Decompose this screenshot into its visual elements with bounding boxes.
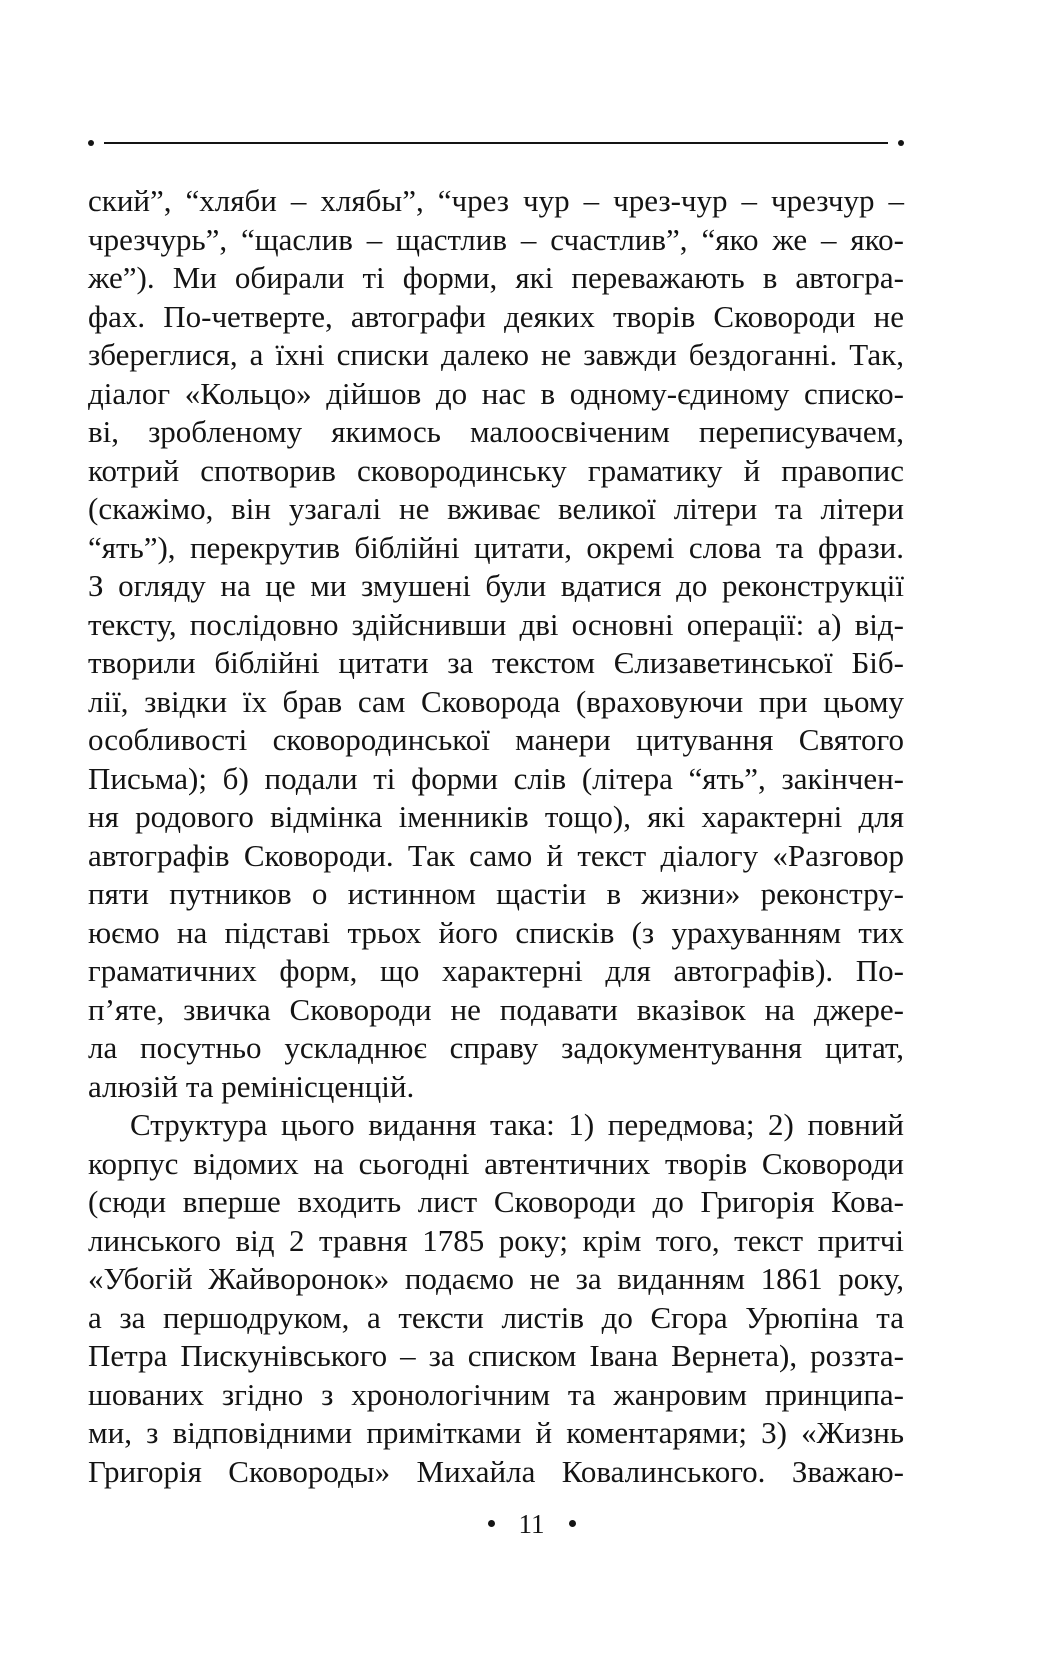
- text-line: фах. По-четверте, автографи деяких творів Сковороди не: [88, 298, 904, 334]
- running-header-rule: [88, 137, 904, 149]
- text-line: особливості сковородинської манери цитування Святого: [88, 722, 904, 757]
- text-line: же”). Ми обирали ті форми, які переважають в автогра-: [88, 260, 904, 295]
- text-line: чрезчурь”, “щаслив – щастлив – счастлив”, “яко же – яко-: [88, 221, 904, 257]
- text-line: линського від 2 травня 1785 року; крім того, текст притчі: [88, 1222, 904, 1258]
- page-number: 11: [518, 1509, 545, 1539]
- text-line: збереглися, а їхні списки далеко не завжди бездоганні. Так,: [88, 337, 904, 372]
- text-line: ла посутньо ускладнює справу задокументування цитат,: [88, 1030, 904, 1065]
- text-line: (скажімо, він узагалі не вживає великої літери та літери: [88, 491, 904, 526]
- text-line: шованих згідно з хронологічним та жанровим принципа-: [88, 1376, 904, 1412]
- text-line: юємо на підставі трьох його списків (з урахуванням тих: [88, 914, 904, 950]
- body-text: [88, 182, 904, 1491]
- text-line: Григорія Сковороды» Михайла Ковалинського. Зважаю-: [88, 1453, 904, 1489]
- text-line: п’яте, звичка Сковороди не подавати вказівок на джере-: [88, 991, 904, 1027]
- text-line: (сюди вперше входить лист Сковороди до Григорія Кова-: [88, 1184, 904, 1219]
- page-footer: [0, 1508, 1063, 1540]
- text-line: Петра Пискунівського – за списком Івана Вернета), роззта-: [88, 1338, 904, 1373]
- footer-right-bullet: [569, 1520, 576, 1527]
- header-left-dot: [88, 140, 94, 146]
- text-line: діалог «Кольцо» дійшов до нас в одному-єдиному списко-: [88, 375, 904, 411]
- text-line: ми, з відповідними примітками й коментарями; 3) «Жизнь: [88, 1415, 904, 1450]
- text-line: граматичних форм, що характерні для автографів). По-: [88, 953, 904, 988]
- text-line: алюзій та ремінісценцій.: [88, 1068, 415, 1104]
- text-line: “ять”), перекрутив біблійні цитати, окремі слова та фрази.: [88, 529, 904, 565]
- text-line: а за першодруком, а тексти листів до Єгора Урюпіна та: [88, 1299, 904, 1335]
- text-line: Структура цього видання така: 1) передмова; 2) повний: [130, 1107, 904, 1142]
- text-line: лії, звідки їх брав сам Сковорода (враховуючи при цьому: [88, 683, 904, 719]
- text-line: «Убогій Жайворонок» подаємо не за виданням 1861 року,: [88, 1261, 904, 1296]
- text-line: тексту, послідовно здійснивши дві основні операції: а) від-: [88, 606, 904, 642]
- text-line: ві, зробленому якимось малоосвіченим переписувачем,: [88, 414, 904, 449]
- text-line: ский”, “хляби – хлябы”, “чрез чур – чрез-чур – чрезчур –: [88, 183, 904, 218]
- text-line: пяти путников о истинном щастіи в жизни» реконстру-: [88, 876, 904, 911]
- text-line: автографів Сковороди. Так само й текст діалогу «Разговор: [88, 837, 904, 873]
- text-line: Письма); б) подали ті форми слів (літера “ять”, закінчен-: [88, 760, 904, 796]
- paragraph: [88, 1106, 904, 1491]
- footer-left-bullet: [488, 1520, 495, 1527]
- text-line: творили біблійні цитати за текстом Єлизаветинської Біб-: [88, 645, 904, 680]
- paragraph: [88, 182, 904, 1106]
- header-right-dot: [898, 140, 904, 146]
- text-line: З огляду на це ми змушені були вдатися до реконструкції: [88, 568, 904, 603]
- text-line: котрий спотворив сковородинську граматику й правопис: [88, 452, 904, 488]
- text-line: корпус відомих на сьогодні автентичних творів Сковороди: [88, 1145, 904, 1181]
- header-line: [104, 142, 888, 144]
- text-line: ня родового відмінка іменників тощо), які характерні для: [88, 799, 904, 834]
